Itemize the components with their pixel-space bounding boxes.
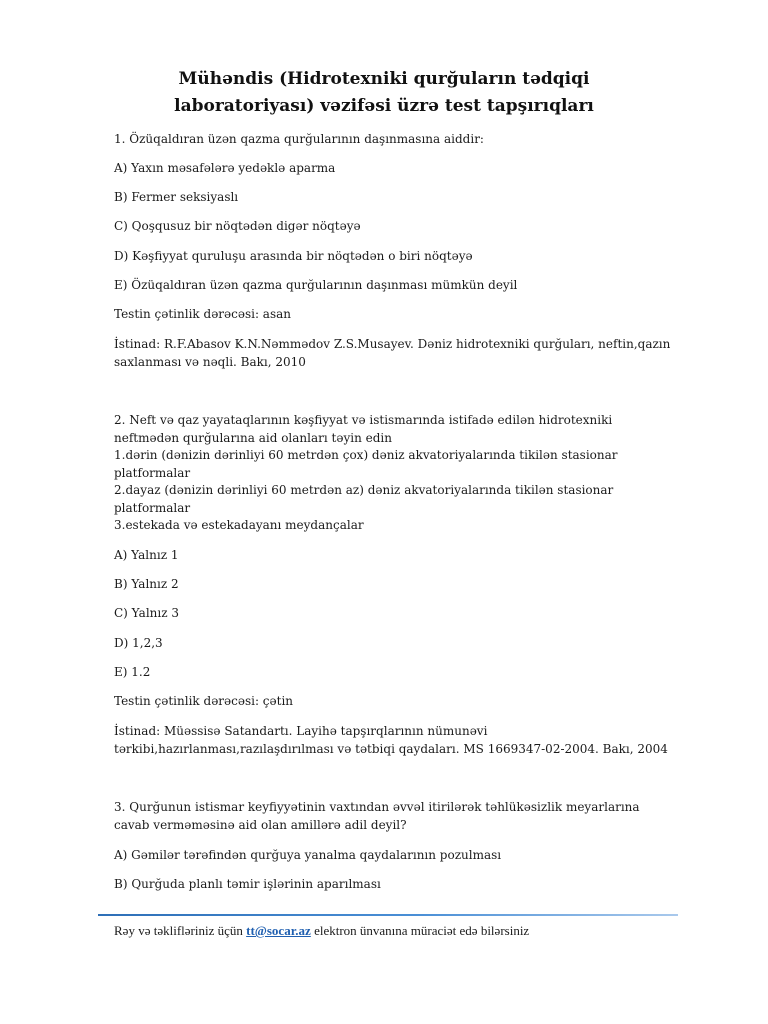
question-2-difficulty: Testin çətinlik dərəcəsi: çətin: [114, 694, 294, 708]
question-2-text-line-1: 2. Neft və qaz yayataqlarının kəşfiyyat və istismarında istifadə edilən hidrotexniki: [114, 413, 613, 427]
question-2-option-c: C) Yalnız 3: [114, 606, 179, 620]
question-2-text-line-5: 2.dayaz (dənizin dərinliyi 60 metrdən az) dəniz akvatoriyalarında tikilən stasionar: [114, 483, 614, 497]
question-1-difficulty: Testin çətinlik dərəcəsi: asan: [114, 307, 291, 321]
question-2-option-e: E) 1.2: [114, 665, 151, 679]
question-3-text-line-1: 3. Qurğunun istismar keyfiyyətinin vaxtından əvvəl itirilərək təhlükəsizlik meyarlarına: [114, 800, 640, 814]
question-2-text-line-4: platformalar: [114, 466, 191, 480]
question-2-text-line-3: 1.dərin (dənizin dərinliyi 60 metrdən çox) dəniz akvatoriyalarında tikilən stasionar: [114, 448, 618, 462]
question-3-option-a: A) Gəmilər tərəfindən qurğuya yanalma qaydalarının pozulması: [114, 848, 502, 862]
footer-suffix: elektron ünvanına müraciət edə bilərsiniz: [310, 923, 530, 938]
page-title: [60, 66, 708, 120]
question-2-option-b: B) Yalnız 2: [114, 577, 179, 591]
question-3-option-b: B) Qurğuda planlı təmir işlərinin aparılması: [114, 877, 381, 891]
question-1-text: 1. Özüqaldıran üzən qazma qurğularının daşınmasına aiddir:: [114, 132, 484, 146]
question-2-reference-line-1: İstinad: Müəssisə Satandartı. Layihə tapşırqlarının nümunəvi: [114, 724, 488, 738]
question-1-option-c: C) Qoşqusuz bir nöqtədən digər nöqtəyə: [114, 219, 361, 233]
footer-note: [114, 923, 529, 939]
question-1-option-a: A) Yaxın məsafələrə yedəklə aparma: [114, 161, 336, 175]
title-line-1: Mühəndis (Hidrotexniki qurğuların tədqiqi: [178, 69, 590, 89]
question-2-text-line-7: 3.estekada və estekadayanı meydançalar: [114, 518, 364, 532]
question-2-reference-line-2: tərkibi,hazırlanması,razılaşdırılması və tətbiqi qaydaları. MS 1669347-02-2004. Bakı, 2004: [114, 742, 668, 756]
footer-email-link[interactable]: tt@socar.az: [246, 923, 311, 938]
question-1-option-b: B) Fermer seksiyaslı: [114, 190, 239, 204]
question-2-text-line-6: platformalar: [114, 501, 191, 515]
question-3-text-line-2: cavab verməməsinə aid olan amillərə adil deyil?: [114, 818, 407, 832]
question-2-option-d: D) 1,2,3: [114, 636, 163, 650]
question-1-option-d: D) Kəşfiyyat quruluşu arasında bir nöqtədən o biri nöqtəyə: [114, 249, 473, 263]
question-1-reference-line-2: saxlanması və nəqli. Bakı, 2010: [114, 355, 306, 369]
footer-divider: [98, 914, 678, 916]
question-1-option-e: E) Özüqaldıran üzən qazma qurğularının daşınması mümkün deyil: [114, 278, 518, 292]
question-2-option-a: A) Yalnız 1: [114, 548, 179, 562]
question-2-text-line-2: neftmədən qurğularına aid olanları təyin edin: [114, 431, 392, 445]
question-1-reference-line-1: İstinad: R.F.Abasov K.N.Nəmmədov Z.S.Musayev. Dəniz hidrotexniki qurğuları, neftin,qazın: [114, 337, 671, 351]
title-line-2: laboratoriyası) vəzifəsi üzrə test tapşırıqları: [174, 96, 594, 116]
footer-prefix: Rəy və təklifləriniz üçün: [114, 923, 247, 938]
